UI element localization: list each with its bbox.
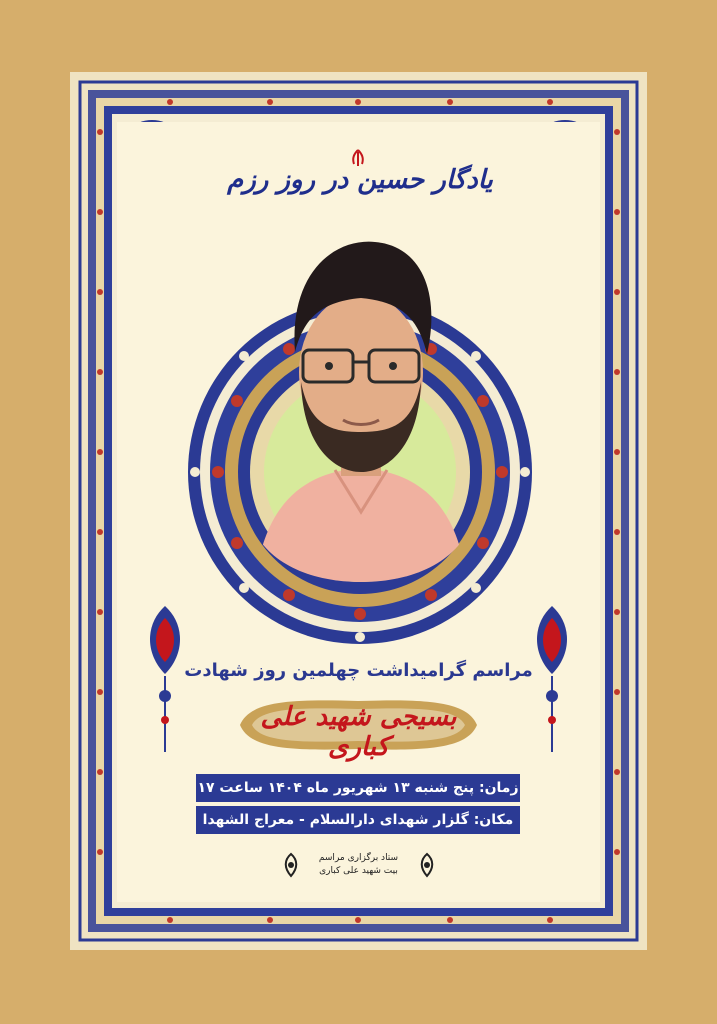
organizer-credit	[300, 852, 417, 878]
slogan-text: یادگار حسین در روز رزم	[227, 165, 493, 195]
portrait-photo	[245, 232, 477, 582]
organizer-line2: بیت شهید علی کباری	[319, 866, 398, 876]
event-place: مکان: گلزار شهدای دارالسلام - معراج الشهدا	[196, 806, 520, 834]
header-slogan	[140, 165, 580, 195]
event-time: زمان: پنج شنبه ۱۳ شهریور ماه ۱۴۰۴ ساعت ۱۷	[196, 774, 520, 802]
footer-right-emblem-icon	[414, 852, 440, 878]
emblem-icon	[346, 148, 370, 168]
martyr-name: بسیجی شهید علی کباری	[260, 702, 457, 762]
ceremony-title: مراسم گرامیداشت چهلمین روز شهادت	[184, 660, 533, 681]
organizer-line1: ستاد برگزاری مراسم	[318, 853, 399, 863]
